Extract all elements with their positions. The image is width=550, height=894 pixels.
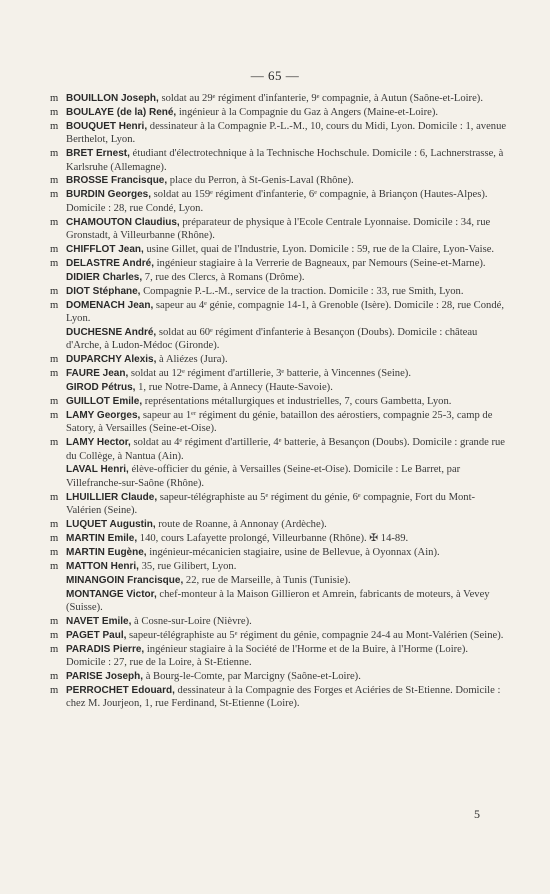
member-name: DIDIER Charles,: [66, 271, 143, 283]
member-mark: m: [50, 671, 59, 683]
member-details: place du Perron, à St-Genis-Laval (Rhône).: [167, 175, 354, 187]
member-name: NAVET Emile,: [66, 615, 132, 627]
member-name: MATTON Henri,: [66, 560, 139, 572]
member-mark: m: [50, 148, 59, 160]
member-details: sapeur-télégraphiste au 5ᵉ régiment du génie, compagnie 24-4 au Mont-Valérien (Seine).: [126, 629, 504, 641]
list-item: [50, 353, 510, 366]
list-item: [50, 546, 510, 559]
list-item: [50, 147, 510, 174]
member-mark: m: [50, 189, 59, 201]
member-mark: m: [50, 643, 59, 655]
member-name: LAMY Hector,: [66, 437, 131, 449]
member-mark: m: [50, 684, 59, 696]
list-item: [50, 643, 510, 670]
member-name: PARADIS Pierre,: [66, 643, 145, 655]
member-details: ingénieur stagiaire à la Société de l'Horme et de la Buire, à l'Horme (Loire). Domicile : 27, rue de la Loire, à St-Etienne.: [66, 643, 469, 669]
member-details: représentations métallurgiques et industrielles, 7, cours Gambetta, Lyon.: [142, 395, 452, 407]
member-name: PERROCHET Edouard,: [66, 684, 175, 696]
member-details: soldat au 4ᵉ régiment d'artillerie, 4ᵉ batterie, à Besançon (Doubs). Domicile : grande rue du Collège, à Nantua (Ain).: [66, 437, 506, 462]
member-name: DUPARCHY Alexis,: [66, 354, 157, 366]
list-item: [50, 588, 510, 615]
member-details: sapeur au 1ᵉʳ régiment du génie, bataillon des aérostiers, compagnie 25-3, camp de Satory, à Versailles (Seine-et-Oise).: [66, 409, 493, 435]
list-item: [50, 299, 510, 326]
member-details: à Bourg-le-Comte, par Marcigny (Saône-et-Loire).: [143, 671, 361, 683]
member-name: MARTIN Emile,: [66, 533, 138, 544]
list-item: [50, 684, 510, 711]
list-item: [50, 615, 510, 628]
member-details: dessinateur à la Compagnie des Forges et Aciéries de St-Etienne. Domicile : chez M. Jourjeon, 1, rue Ferdinand, St-Etienne (Loire).: [66, 684, 501, 710]
member-details: soldat au 29ᵉ régiment d'infanterie, 9ᵉ compagnie, à Autun (Saône-et-Loire).: [158, 93, 483, 104]
list-item: [50, 518, 510, 531]
list-item: [50, 174, 510, 187]
member-name: MINANGOIN Francisque,: [66, 574, 184, 586]
member-mark: m: [50, 519, 59, 531]
member-details: soldat au 12ᵉ régiment d'artillerie, 3ᵉ batterie, à Vincennes (Seine).: [128, 368, 411, 380]
member-details: 7, rue des Clercs, à Romans (Drôme).: [142, 271, 305, 283]
member-details: soldat au 60ᵉ régiment d'infanterie à Besançon (Doubs). Domicile : château d'Arche, à Ludon-Médoc (Gironde).: [66, 326, 478, 352]
member-name: BOUQUET Henri,: [66, 120, 148, 132]
list-item: [50, 491, 510, 518]
member-details: Compagnie P.-L.-M., service de la traction. Domicile : 33, rue Smith, Lyon.: [140, 285, 464, 297]
member-details: ingénieur-mécanicien stagiaire, usine de Bellevue, à Oyonnax (Ain).: [146, 546, 440, 558]
member-details: 1, rue Notre-Dame, à Annecy (Haute-Savoie).: [135, 382, 333, 394]
list-item: [50, 92, 510, 105]
member-details: 35, rue Gilibert, Lyon.: [138, 560, 237, 572]
signature-mark: 5: [474, 807, 480, 821]
member-mark: m: [50, 120, 59, 132]
member-details: route de Roanne, à Annonay (Ardèche).: [155, 519, 327, 531]
member-name: DELASTRE André,: [66, 257, 154, 269]
member-name: GUILLOT Emile,: [66, 395, 143, 407]
member-details: élève-officier du génie, à Versailles (Seine-et-Oise). Domicile : Le Barret, par Villefranche-sur-Saône (Rhône).: [66, 464, 461, 489]
member-mark: m: [50, 560, 59, 572]
member-mark: m: [50, 409, 59, 421]
member-name: DIOT Stéphane,: [66, 285, 141, 297]
member-name: BROSSE Francisque,: [66, 175, 168, 187]
member-name: BOUILLON Joseph,: [66, 93, 159, 104]
member-name: LAVAL Henri,: [66, 464, 129, 476]
list-item: [50, 574, 510, 587]
member-mark: m: [50, 629, 59, 641]
member-details: 22, rue de Marseille, à Tunis (Tunisie).: [183, 574, 351, 586]
member-mark: m: [50, 491, 59, 503]
member-name: MARTIN Eugène,: [66, 546, 147, 558]
list-item: [50, 629, 510, 642]
member-name: PARISE Joseph,: [66, 671, 144, 683]
member-name: DUCHESNE André,: [66, 326, 157, 338]
list-item: [50, 243, 510, 256]
member-details: à Cosne-sur-Loire (Nièvre).: [131, 615, 252, 627]
member-details: soldat au 159ᵉ régiment d'infanterie, 6ᵉ compagnie, à Briançon (Hautes-Alpes). Domicile : 28, rue Condé, Lyon.: [66, 189, 488, 214]
member-name: CHAMOUTON Claudius,: [66, 216, 180, 228]
member-mark: m: [50, 93, 59, 104]
list-item: [50, 381, 510, 394]
member-details: dessinateur à la Compagnie P.-L.-M., 10, cours du Midi, Lyon. Domicile : 1, avenue Berthelot, Lyon.: [66, 120, 507, 146]
member-mark: m: [50, 243, 59, 255]
member-details: 140, cours Lafayette prolongé, Villeurbanne (Rhône). ✠ 14-89.: [137, 533, 409, 544]
member-details: sapeur au 4ᵉ génie, compagnie 14-1, à Grenoble (Isère). Domicile : 28, rue Condé, Lyon.: [66, 299, 504, 324]
member-details: usine Gillet, quai de l'Industrie, Lyon. Domicile : 59, rue de la Claire, Lyon-Vaise.: [143, 243, 495, 255]
member-mark: m: [50, 395, 59, 407]
member-details: étudiant d'électrotechnique à la Technische Hochschule. Domicile : 6, Lachnerstrasse, à Karlsruhe (Allemagne).: [66, 148, 504, 173]
member-name: LAMY Georges,: [66, 409, 141, 421]
member-mark: m: [50, 354, 59, 366]
list-item: [50, 120, 510, 147]
member-mark: m: [50, 615, 59, 627]
list-item: [50, 216, 510, 243]
member-mark: m: [50, 216, 59, 228]
list-item: [50, 532, 510, 545]
member-list: [50, 92, 510, 711]
member-mark: m: [50, 257, 59, 269]
member-mark: m: [50, 175, 59, 187]
member-mark: m: [50, 106, 59, 118]
member-name: BOULAYE (de la) René,: [66, 106, 177, 118]
member-mark: m: [50, 533, 59, 544]
list-item: [50, 285, 510, 298]
member-details: sapeur-télégraphiste au 5ᵉ régiment du génie, 6ᵉ compagnie, Fort du Mont-Valérien (Seine).: [66, 491, 476, 517]
list-item: [50, 257, 510, 270]
page-number-header: — 65 —: [250, 68, 300, 83]
member-name: DOMENACH Jean,: [66, 299, 154, 311]
list-item: [50, 409, 510, 436]
member-name: PAGET Paul,: [66, 629, 127, 641]
member-details: chef-monteur à la Maison Gillieron et Amrein, fabricants de moteurs, à Vevey (Suisse).: [66, 588, 490, 614]
member-name: BURDIN Georges,: [66, 189, 152, 201]
member-name: MONTANGE Victor,: [66, 588, 157, 600]
list-item: [50, 395, 510, 408]
list-item: [50, 326, 510, 353]
member-mark: m: [50, 437, 59, 449]
list-item: [50, 106, 510, 119]
member-name: LHUILLIER Claude,: [66, 491, 158, 503]
member-name: LUQUET Augustin,: [66, 519, 156, 531]
list-item: [50, 670, 510, 683]
member-details: ingénieur stagiaire à la Verrerie de Bagneaux, par Nemours (Seine-et-Marne).: [153, 257, 486, 269]
member-details: préparateur de physique à l'Ecole Centrale Lyonnaise. Domicile : 34, rue Gronstadt, à Villeurbanne (Rhône).: [66, 216, 491, 242]
member-name: CHIFFLOT Jean,: [66, 243, 144, 255]
member-mark: m: [50, 285, 59, 297]
list-item: [50, 188, 510, 215]
list-item: [50, 436, 510, 463]
member-mark: m: [50, 546, 59, 558]
list-item: [50, 463, 510, 490]
member-details: ingénieur à la Compagnie du Gaz à Angers (Maine-et-Loire).: [176, 106, 439, 118]
list-item: [50, 367, 510, 380]
member-details: à Aliézes (Jura).: [156, 354, 228, 366]
member-name: FAURE Jean,: [66, 368, 129, 380]
member-mark: m: [50, 368, 59, 380]
list-item: [50, 271, 510, 284]
member-name: GIROD Pétrus,: [66, 382, 136, 394]
member-mark: m: [50, 299, 59, 311]
member-name: BRET Ernest,: [66, 148, 130, 160]
list-item: [50, 560, 510, 573]
